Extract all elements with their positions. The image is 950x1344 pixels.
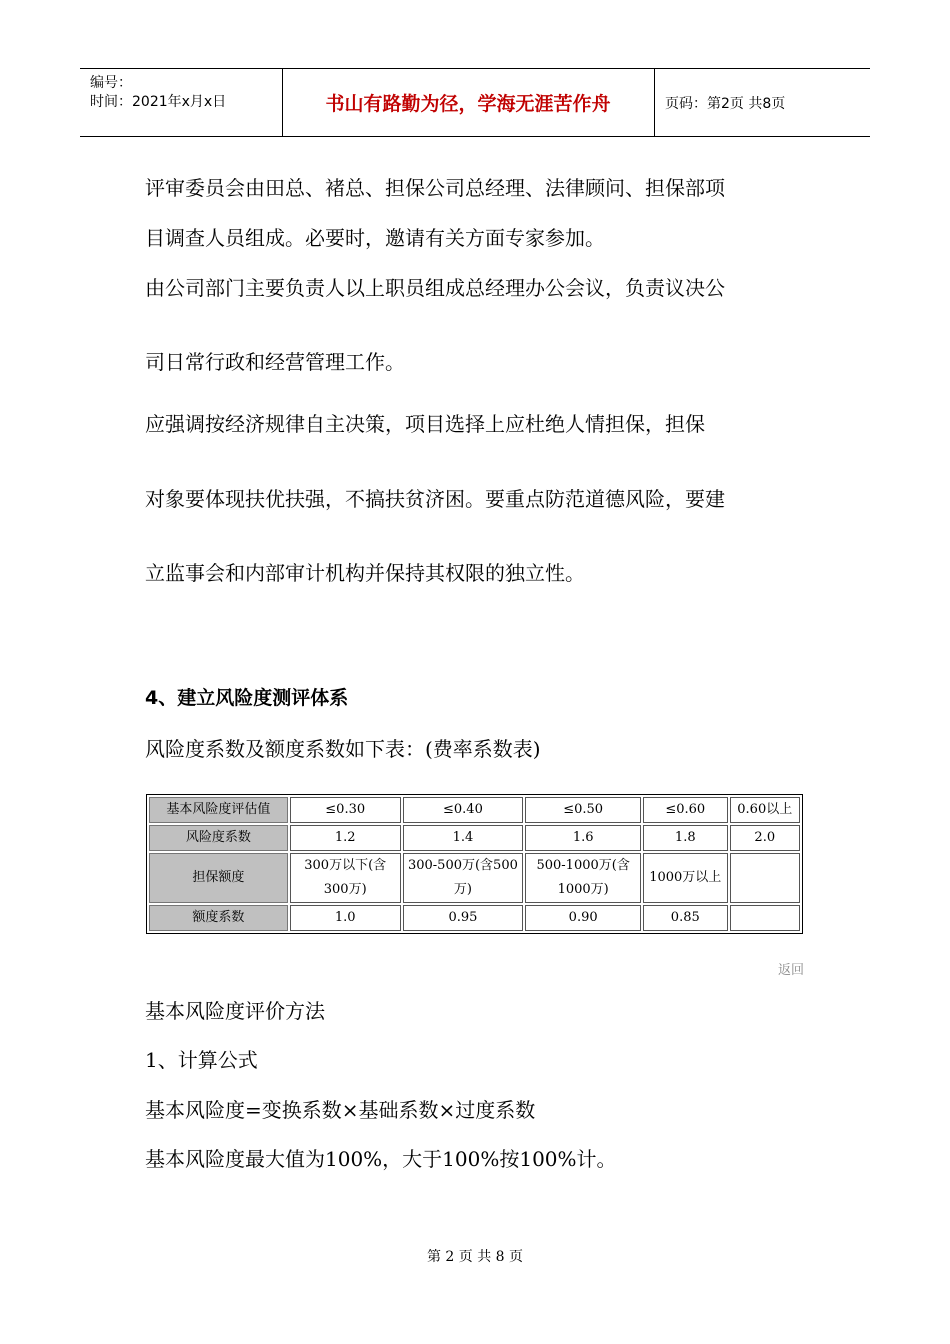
- method-note: 基本风险度最大值为100%，大于100%按100%计。: [145, 1147, 617, 1171]
- table-cell: 1000万以上: [643, 853, 728, 903]
- paragraph-line: 对象要体现扶优扶强，不搞扶贫济困。要重点防范道德风险，要建: [145, 487, 725, 511]
- paragraph-line: 目调查人员组成。必要时，邀请有关方面专家参加。: [145, 226, 605, 250]
- header-page-info: 页码：第2页 共8页: [665, 96, 786, 112]
- table-cell: 1.6: [525, 825, 641, 851]
- paragraph-line: 立监事会和内部审计机构并保持其权限的独立性。: [145, 561, 585, 585]
- page-footer: 第 2 页 共 8 页: [426, 1249, 524, 1265]
- table-cell: 0.85: [643, 905, 728, 931]
- table-cell: [730, 905, 800, 931]
- table-row: [149, 905, 800, 931]
- table-row-header: 基本风险度评估值: [149, 797, 288, 823]
- return-link[interactable]: 返回: [778, 963, 805, 978]
- time-label: 时间：2021年x月x日: [90, 94, 227, 110]
- table-row: [149, 853, 800, 903]
- table-cell: 1.2: [290, 825, 401, 851]
- table-cell: 0.95: [403, 905, 524, 931]
- paragraph-line: 评审委员会由田总、褚总、担保公司总经理、法律顾问、担保部项: [145, 176, 725, 200]
- method-title: 基本风险度评价方法: [145, 999, 325, 1023]
- table-cell: ≤0.50: [525, 797, 641, 823]
- header-meta: [80, 69, 283, 136]
- table-cell: 300-500万(含500万): [403, 853, 524, 903]
- paragraph-line: 应强调按经济规律自主决策，项目选择上应杜绝人情担保，担保: [145, 412, 705, 436]
- table-row-header: 风险度系数: [149, 825, 288, 851]
- table-cell: 1.8: [643, 825, 728, 851]
- rate-coefficient-table: [146, 794, 803, 934]
- table-cell: [730, 853, 800, 903]
- table-cell: 2.0: [730, 825, 800, 851]
- section-heading: 4、建立风险度测评体系: [145, 687, 349, 709]
- table-cell: 500-1000万(含1000万): [525, 853, 641, 903]
- method-item: 1、计算公式: [145, 1048, 258, 1072]
- table-row: [149, 797, 800, 823]
- table-cell: 1.4: [403, 825, 524, 851]
- table-cell: 1.0: [290, 905, 401, 931]
- table-cell: ≤0.40: [403, 797, 524, 823]
- table-cell: 300万以下(含300万): [290, 853, 401, 903]
- number-label: 编号：: [90, 75, 132, 91]
- table-intro: 风险度系数及额度系数如下表：(费率系数表): [145, 737, 541, 761]
- table-row-header: 担保额度: [149, 853, 288, 903]
- table-cell: 0.60以上: [730, 797, 800, 823]
- table-cell: ≤0.60: [643, 797, 728, 823]
- table-cell: ≤0.30: [290, 797, 401, 823]
- paragraph-line: 由公司部门主要负责人以上职员组成总经理办公会议，负责议决公: [145, 276, 725, 300]
- page-header: [80, 68, 870, 137]
- method-formula: 基本风险度=变换系数×基础系数×过度系数: [145, 1098, 536, 1122]
- table-row-header: 额度系数: [149, 905, 288, 931]
- paragraph-line: 司日常行政和经营管理工作。: [145, 350, 405, 374]
- table-cell: 0.90: [525, 905, 641, 931]
- table-row: [149, 825, 800, 851]
- header-motto: 书山有路勤为径，学海无涯苦作舟: [282, 69, 655, 136]
